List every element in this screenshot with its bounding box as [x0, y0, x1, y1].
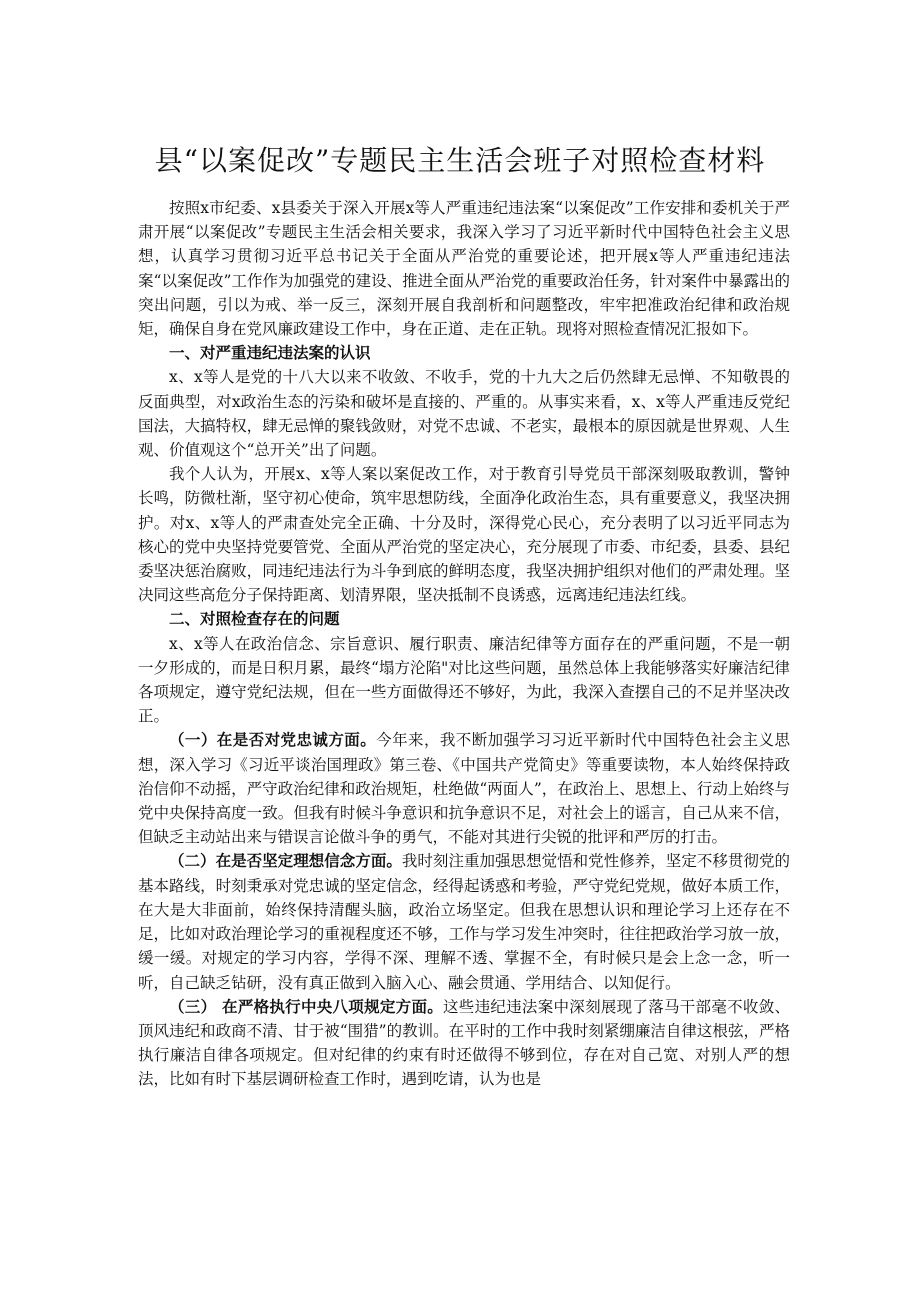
item-2-lead: （二）在是否坚定理想信念方面。 [169, 851, 402, 871]
document-body [138, 196, 790, 1092]
section-1-paragraph-1: x、x等人是党的十八大以来不收敛、不收手，党的十九大之后仍然肆无忌惮、不知敬畏的反面典型，对x政治生态的污染和破坏是直接的、严重的。从事实来看，x、x等人严重违反党纪国法，大搞特权，肆无忌惮的聚钱敛财，对党不忠诚、不老实，最根本的原因就是世界观、人生观、价值观这个“总开关”出了问题。 [138, 368, 790, 460]
section-2-heading: 二、对照检查存在的问题 [169, 609, 340, 629]
item-1-lead: （一）在是否对党忠诚方面。 [169, 730, 377, 750]
item-3-text: 这些违纪违法案中深刻展现了落马干部毫不收敛、顶风违纪和政商不清、甘于被“围猎”的教训。在平时的工作中我时刻紧绷廉洁自律这根弦，严格执行廉洁自律各项规定。但对纪律的约束有时还做得不够到位，存在对自己宽、对别人严的想法，比如有时下基层调研检查工作时，遇到吃请，认为也是 [138, 997, 790, 1089]
item-3-lead: （三） 在严格执行中央八项规定方面。 [169, 996, 444, 1016]
intro-paragraph: 按照x市纪委、x县委关于深入开展x等人严重违纪违法案“以案促改”工作安排和委机关于严肃开展“以案促改”专题民主生活会相关要求，我深入学习了习近平新时代中国特色社会主义思想，认真学习贯彻习近平总书记关于全面从严治党的重要论述，把开展x等人严重违纪违法案“以案促改”工作作为加强党的建设、推进全面从严治党的重要政治任务，针对案件中暴露出的突出问题，引以为戒、举一反三，深刻开展自我剖析和问题整改，牢牢把准政治纪律和政治规矩，确保自身在党风廉政建设工作中，身在正道、走在正轨。现将对照检查情况汇报如下。 [138, 199, 790, 339]
section-1-paragraph-2: 我个人认为，开展x、x等人案以案促改工作，对于教育引导党员干部深刻吸取教训，警钟长鸣，防微杜渐，坚守初心使命，筑牢思想防线，全面净化政治生态，具有重要意义，我坚决拥护。对x、x等人的严肃查处完全正确、十分及时，深得党心民心，充分表明了以习近平同志为核心的党中央坚持党要管党、全面从严治党的坚定决心，充分展现了市委、市纪委，县委、县纪委坚决惩治腐败，同违纪违法行为斗争到底的鲜明态度，我坚决拥护组织对他们的严肃处理。坚决同这些高危分子保持距离、划清界限，坚决抵制不良诱惑，远离违纪违法红线。 [138, 465, 790, 605]
section-1-heading: 一、对严重违纪违法案的认识 [169, 343, 371, 363]
item-3-paragraph [138, 995, 790, 1092]
item-2-text: 我时刻注重加强思想觉悟和党性修养，坚定不移贯彻党的基本路线，时刻秉承对党忠诚的坚定信念，经得起诱惑和考验，严守党纪党规，做好本质工作，在大是大非面前，始终保持清醒头脑，政治立场坚定。但我在思想认识和理论学习上还存在不足，比如对政治理论学习的重视程度还不够，工作与学习发生冲突时，往往把政治学习放一放，缓一缓。对规定的学习内容，学得不深、理解不透、掌握不全，有时候只是会上念一念，听一听，自己缺乏钻研，没有真正做到入脑入心、融会贯通、学用结合、以知促行。 [138, 852, 790, 992]
section-2-paragraph-1: x、x等人在政治信念、宗旨意识、履行职责、廉洁纪律等方面存在的严重问题，不是一朝一夕形成的，而是日积月累，最终“塌方沦陷"对比这些问题，虽然总体上我能够落实好廉洁纪律各项规定，遵守党纪法规，但在一些方面做得还不够好，为此，我深入查摆自己的不足并坚决改正。 [138, 634, 790, 726]
document-title: 县“以案促改”专题民主生活会班子对照检查材料 [154, 144, 766, 177]
item-1-text: 今年来，我不断加强学习习近平新时代中国特色社会主义思想，深入学习《习近平谈治国理政》第三卷、《中国共产党简史》等重要读物，本人始终保持政治信仰不动摇，严守政治纪律和政治规矩，杜绝做“两面人”，在政治上、思想上、行动上始终与党中央保持高度一致。但我有时候斗争意识和抗争意识不足，对社会上的谣言，自己从来不信，但缺乏主动站出来与错误言论做斗争的勇气，不能对其进行尖锐的批评和严厉的打击。 [138, 731, 790, 847]
item-1-paragraph [138, 728, 790, 849]
item-2-paragraph [138, 849, 790, 994]
